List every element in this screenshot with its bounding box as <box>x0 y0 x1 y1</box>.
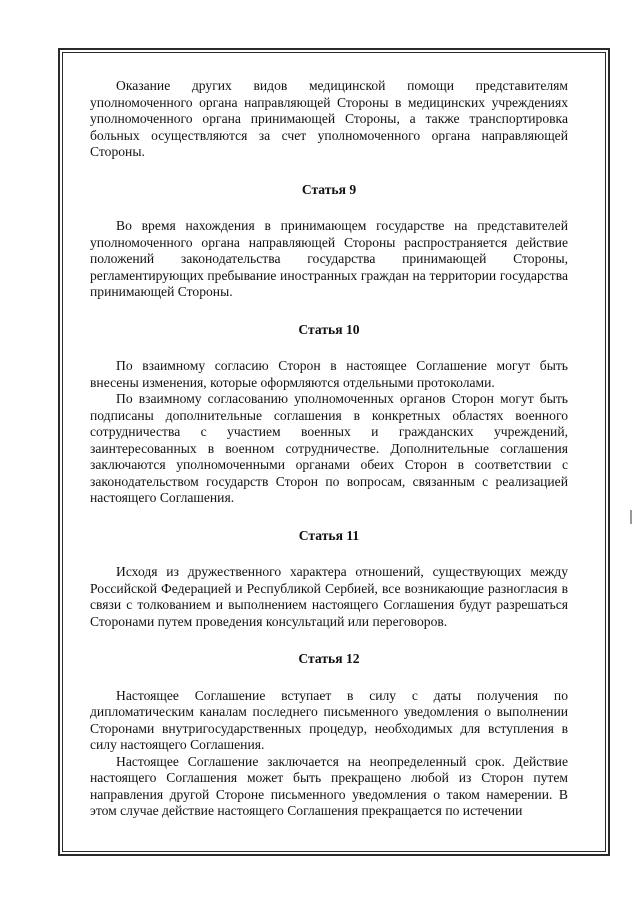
article-10-paragraph-1: По взаимному согласию Сторон в настоящее Соглашение могут быть внесены изменения, которые оформляются отдельными протоколами. <box>90 358 568 390</box>
paragraph-medical-assistance: Оказание других видов медицинской помощи представителям уполномоченного органа направляющей Стороны в медицинских учреждениях уполномоченного органа принимающей Стороны, а также транспортировка больных осуществляются за счет уполномоченного органа направляющей Стороны. <box>90 78 568 159</box>
article-12-paragraph-2: Настоящее Соглашение заключается на неопределенный срок. Действие настоящего Соглашения может быть прекращено любой из Сторон путем направления другой Стороне письменного уведомления о таком намерении. В этом случае действие настоящего Соглашения прекращается по истечении <box>90 753 568 818</box>
article-10-heading: Статья 10 <box>298 321 360 337</box>
document-body <box>90 78 568 820</box>
article-11-paragraph-1: Исходя из дружественного характера отношений, существующих между Российской Федерацией и Республикой Сербией, все возникающие разногласия в связи с толкованием и выполнением настоящего Соглашения будут разрешаться Сторонами путем проведения консультаций или переговоров. <box>90 564 568 629</box>
scan-artifact-mark <box>630 510 632 524</box>
article-9-paragraph-1: Во время нахождения в принимающем государстве на представителей уполномоченного органа направляющей Стороны распространяется действие положений законодательства государства принимающей Стороны, регламентирующих пребывание иностранных граждан на территории государства принимающей Стороны. <box>90 218 568 299</box>
article-11-heading: Статья 11 <box>298 527 360 543</box>
article-12-paragraph-1: Настоящее Соглашение вступает в силу с даты получения по дипломатическим каналам последнего письменного уведомления о выполнении Сторонами внутригосударственных процедур, необходимых для вступления в силу настоящего Соглашения. <box>90 687 568 752</box>
article-12-heading: Статья 12 <box>298 651 360 666</box>
article-10-paragraph-2: По взаимному согласованию уполномоченных органов Сторон могут быть подписаны дополнительные соглашения в конкретных областях военного сотрудничества с участием военных и гражданских учреждений, заинтересованных в военном сотрудничестве. Дополнительные соглашения заключаются уполномоченными органами обеих Сторон в соответствии с законодательством государств Сторон по вопросам, связанным с реализацией настоящего Соглашения. <box>90 391 568 505</box>
article-9-heading: Статья 9 <box>301 181 357 197</box>
